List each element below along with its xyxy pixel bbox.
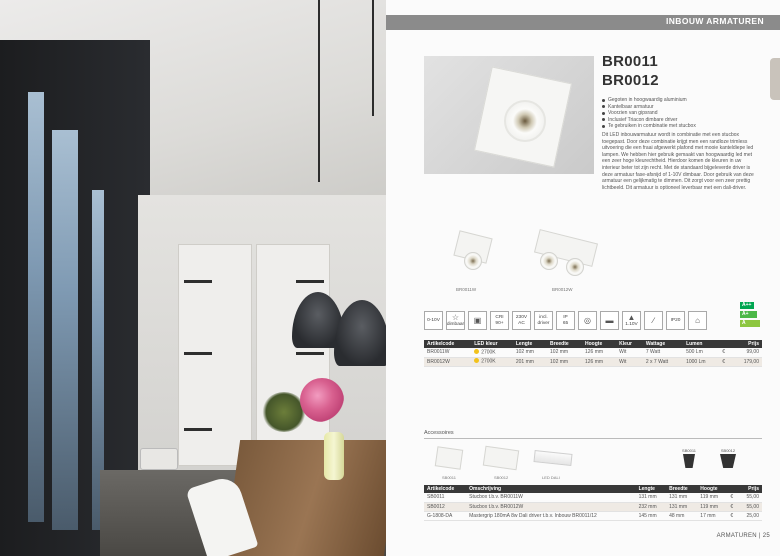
cell-code: BR0011W (424, 348, 471, 357)
stucbox-dimension-icon (678, 448, 700, 468)
cabinet-door (178, 244, 252, 466)
led-color-value: 2700K (481, 358, 496, 365)
icon-sublabel: driver (537, 320, 550, 326)
icon-sublabel: 90+ (495, 320, 504, 326)
cell-lumen: 500 Lm (683, 348, 719, 357)
accessory-caption: SB0011 (442, 475, 456, 480)
cell-code: BR0012W (424, 357, 471, 366)
column-header: Lumen (683, 340, 719, 348)
door-hinge (296, 280, 324, 283)
energy-class: A++ (740, 302, 754, 309)
column-header: Hoogte (582, 340, 616, 348)
ip-rating-icon (556, 311, 575, 330)
cell-code: G-1808-DA (424, 511, 466, 520)
column-header: Wattage (643, 340, 683, 348)
icon-label: 230V (515, 315, 528, 320)
cell-height: 126 mm (582, 348, 616, 357)
icon-glyph: ∕ (652, 315, 655, 325)
column-header: Lengte (636, 485, 667, 493)
specs-table (424, 340, 762, 367)
icon-sublabel: AC (518, 320, 525, 326)
ceiling-mount-icon (600, 311, 619, 330)
feature-item: Te gebruiken in combinatie met stucbox (602, 123, 696, 130)
door-hinge (184, 428, 212, 431)
cell-length: 102 mm (513, 348, 547, 357)
door-hinge (184, 352, 212, 355)
icon-glyph: ☆ (451, 312, 460, 322)
product-image-single (448, 232, 506, 274)
cell-price: 179,00 (732, 357, 762, 366)
divider (424, 438, 762, 439)
interior-photo (0, 0, 386, 556)
accessory-caption: SB0012 (494, 475, 509, 480)
window-glass (52, 130, 78, 530)
product-code-2: BR0012 (602, 72, 659, 89)
hero-product-image (424, 56, 594, 174)
icon-glyph: ◎ (584, 315, 591, 325)
voltage-icon (512, 311, 531, 330)
cell-price: 55,00 (738, 502, 762, 511)
cell-lumen: 1000 Lm (683, 357, 719, 366)
feature-item: Inclusief Triacon dimbare driver (602, 117, 696, 124)
cell-led (471, 357, 513, 366)
dim-range-icon (622, 311, 641, 330)
feature-item: Gegoten in hoogwaardig aluminium (602, 97, 696, 104)
cell-code: SB0011 (424, 493, 466, 502)
section-header (386, 15, 780, 30)
cell-price: 55,00 (738, 493, 762, 502)
energy-label (740, 302, 760, 329)
window-glass (28, 92, 44, 522)
cell-currency: € (719, 357, 731, 366)
icon-glyph: ▬ (605, 315, 614, 325)
pendant-cord (318, 0, 320, 182)
cell-height: 17 mm (697, 511, 727, 520)
column-header: Artikelcode (424, 340, 471, 348)
cell-price: 25,00 (738, 511, 762, 520)
stucbox-icon (683, 454, 695, 468)
energy-class: A (740, 320, 760, 327)
cell-price: 99,00 (732, 348, 762, 357)
cell-currency: € (727, 511, 738, 520)
table-row (424, 502, 762, 511)
cell-currency: € (727, 502, 738, 511)
cell-height: 119 mm (697, 502, 727, 511)
icon-glyph: ⌂ (695, 315, 700, 325)
cell-width: 102 mm (547, 357, 582, 366)
fixture-lens (540, 252, 558, 270)
feature-list (602, 97, 696, 130)
door-hinge (296, 352, 324, 355)
spec-icon-row (424, 311, 707, 330)
dimmable-0-10v-icon (424, 311, 443, 330)
icon-sublabel: dimbaar (446, 321, 465, 327)
stucbox-shape (483, 446, 519, 471)
cell-description: Mastergrip 180mA 8w Dali driver t.b.v. Inbouw BR0011/12 (466, 511, 635, 520)
icon-sublabel: 65 (562, 320, 569, 326)
dimmable-icon (446, 311, 465, 330)
energy-class: A+ (740, 311, 757, 318)
column-header: Kleur (616, 340, 643, 348)
product-image-caption: BR0012W (552, 287, 573, 292)
cell-code: SB0012 (424, 502, 466, 511)
column-header: Hoogte (697, 485, 727, 493)
cell-wattage: 2 x 7 Watt (643, 357, 683, 366)
cell-currency: € (727, 493, 738, 502)
cell-length: 145 mm (636, 511, 667, 520)
icon-label: IP20 (670, 317, 681, 323)
accessories-title: Accessoires (424, 430, 454, 436)
column-header: Lengte (513, 340, 547, 348)
footer-label: ARMATUREN (716, 533, 757, 539)
product-code-1: BR0011 (602, 53, 659, 70)
vase (324, 432, 344, 480)
radio (140, 448, 178, 470)
product-description: Dit LED inbouwarmatuur wordt in combinatie met een stucbox toegepast. Door deze combinatie krijgt men een randloze trimless uitvoering die een fraai afgewerkt plafond met mooie kanteldiepe led lampen. We hebben hier gebruik gemaakt van hoogwaardig led met een zeer hoge kleurechtheid. Hierdoor komen de kleuren in uw interieur beter tot zijn recht. Met de standaard bijgeleverde driver is deze armatuur fase-afsnijd of 1-10V dimbaar. Door gebruik van deze armatuur een gelijkmatig te dimmen. Dit zorgt voor een zeer prettig lichtbeeld. Dit armatuur is optioneel leverbaar met een dali-driver. (602, 132, 754, 191)
flowers (300, 378, 344, 422)
stucbox-icon (720, 454, 736, 468)
catalogue-page (386, 0, 780, 556)
table-row (424, 357, 762, 366)
product-image-caption: BR0011W (456, 287, 477, 292)
column-header: Prijs (727, 485, 762, 493)
icon-label: SB0012 (720, 448, 736, 453)
door-hinge (184, 280, 212, 283)
table-row (424, 493, 762, 502)
column-header: Breedte (547, 340, 582, 348)
icon-sublabel: 1.10V (625, 321, 638, 327)
driver-included-icon (534, 311, 553, 330)
cell-currency: € (719, 348, 731, 357)
column-header: Prijs (719, 340, 762, 348)
page-tab (770, 58, 780, 100)
page-footer (717, 533, 770, 539)
icon-label: SB0011 (682, 448, 696, 453)
column-header: LED kleur (471, 340, 513, 348)
column-header: Breedte (666, 485, 697, 493)
indoor-icon (688, 311, 707, 330)
cell-color: Wit (616, 348, 643, 357)
cell-description: Stucbox t.b.v. BR0011W (466, 493, 635, 502)
cell-width: 102 mm (547, 348, 582, 357)
icon-glyph: ▲ (627, 312, 636, 322)
footer-separator: | (758, 533, 761, 539)
feature-item: Voorzien van gipsrand (602, 110, 696, 117)
cell-height: 119 mm (697, 493, 727, 502)
cell-width: 131 mm (666, 493, 697, 502)
cell-description: Stucbox t.b.v. BR0012W (466, 502, 635, 511)
fixture-lens (566, 258, 584, 276)
cell-height: 126 mm (582, 357, 616, 366)
cell-length: 232 mm (636, 502, 667, 511)
feature-item: Kantelbaar armatuur (602, 104, 696, 111)
page-number: 25 (762, 533, 770, 539)
stucbox-shape (435, 446, 464, 469)
column-header: Omschrijving (466, 485, 635, 493)
led-color-dot (474, 358, 479, 363)
recessed-icon (468, 311, 487, 330)
table-header-row (424, 485, 762, 493)
cell-width: 48 mm (666, 511, 697, 520)
table-row (424, 511, 762, 520)
cell-led (471, 348, 513, 357)
accessories-table (424, 485, 762, 521)
accessory-image (432, 446, 468, 470)
led-color-value: 2700K (481, 349, 496, 356)
icon-label: IP (563, 315, 568, 320)
icon-glyph: ▣ (473, 315, 482, 325)
cell-length: 201 mm (513, 357, 547, 366)
cri-icon (490, 311, 509, 330)
product-image-double (532, 232, 602, 274)
accessory-caption: LED DALI (542, 475, 560, 480)
accessory-image (532, 446, 576, 470)
cell-length: 131 mm (636, 493, 667, 502)
fixture-lens (504, 100, 546, 142)
cabinet-door (256, 244, 330, 466)
cell-wattage: 7 Watt (643, 348, 683, 357)
accessory-image (482, 446, 522, 470)
led-color-dot (474, 349, 479, 354)
table-row (424, 348, 762, 357)
fixture-lens (464, 252, 482, 270)
column-header: Artikelcode (424, 485, 466, 493)
icon-label: 0-10V (427, 317, 440, 323)
beam-icon (578, 311, 597, 330)
cell-color: Wit (616, 357, 643, 366)
ip20-icon (666, 311, 685, 330)
stucbox-dimension-icon (716, 448, 740, 468)
cell-width: 131 mm (666, 502, 697, 511)
table-header-row (424, 340, 762, 348)
icon-label: CRI (495, 315, 504, 320)
tilt-icon (644, 311, 663, 330)
icon-label: incl. (539, 315, 548, 320)
pendant-cord (372, 0, 374, 116)
driver-shape (533, 450, 572, 466)
section-title: INBOUW ARMATUREN (666, 16, 764, 26)
